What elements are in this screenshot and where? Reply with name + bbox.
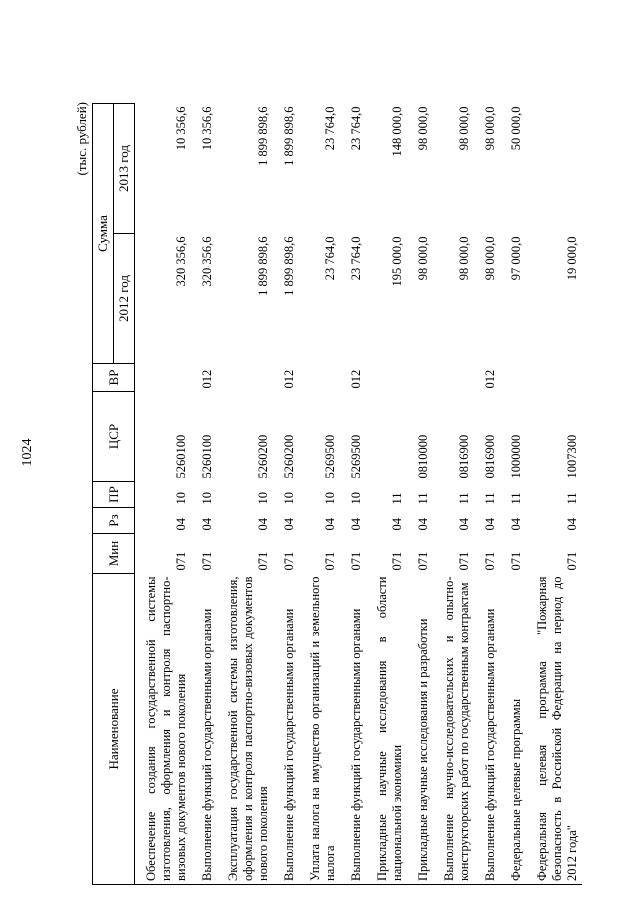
row-sum-2013: 148 000,0: [390, 106, 404, 157]
table-row: [299, 104, 340, 885]
header-pr: ПР: [93, 482, 135, 508]
row-sum-2012: 320 356,6: [200, 236, 214, 287]
row-sum-2012: 195 000,0: [390, 236, 404, 287]
row-min: 071: [323, 551, 337, 571]
row-sum-2012: 98 000,0: [457, 236, 471, 281]
table-row: [500, 104, 526, 885]
table-row: [273, 104, 299, 885]
row-csr: 5260200: [282, 434, 296, 479]
row-sum-2012: 23 764,0: [323, 236, 337, 281]
row-rz: 04: [483, 518, 497, 531]
page-number: 1024: [20, 438, 35, 467]
row-min: 071: [509, 551, 523, 571]
row-pr: 10: [200, 492, 214, 505]
row-sum-2012: 97 000,0: [509, 236, 523, 281]
row-name: Прикладные научные исследования и разработки: [407, 574, 433, 885]
row-rz: 04: [416, 518, 430, 531]
header-2013: 2013 год: [114, 104, 135, 234]
table-row: [407, 104, 433, 885]
row-min: 071: [256, 551, 270, 571]
row-sum-2012: 98 000,0: [416, 236, 430, 281]
row-min: 071: [483, 551, 497, 571]
table-row: [474, 104, 500, 885]
table-row: [217, 104, 273, 885]
row-min: 071: [457, 551, 471, 571]
row-csr: 1007300: [565, 434, 579, 479]
row-name: Выполнение функций государственными органами: [340, 574, 366, 885]
row-vr: [366, 364, 407, 392]
header-min: Мин: [93, 534, 135, 574]
table-header: [93, 104, 135, 885]
row-sum-2013: 50 000,0: [509, 106, 523, 151]
row-csr: 0816900: [483, 434, 497, 479]
row-sum-2013: 23 764,0: [323, 106, 337, 151]
budget-table: [92, 103, 582, 885]
row-name: Выполнение функций государственными органами: [273, 574, 299, 885]
row-name: Обеспечение создания государственной системы изготовления, оформления и контроля паспортно-визовых документов нового поколения: [135, 574, 192, 885]
row-sum-2013: 1 899 898,6: [282, 106, 296, 166]
table-body: [135, 104, 583, 885]
row-vr: 012: [200, 369, 214, 389]
table-row: [340, 104, 366, 885]
row-rz: 04: [457, 518, 471, 531]
row-pr: 10: [282, 492, 296, 505]
row-csr: 0810000: [416, 434, 430, 479]
row-rz: 04: [323, 518, 337, 531]
row-pr: 11: [457, 492, 471, 505]
header-2012: 2012 год: [114, 234, 135, 364]
row-csr: 5269500: [323, 434, 337, 479]
row-rz: 04: [200, 518, 214, 531]
row-min: 071: [200, 551, 214, 571]
row-min: 071: [349, 551, 363, 571]
row-csr: 5260200: [256, 434, 270, 479]
row-min: 071: [174, 551, 188, 571]
row-rz: 04: [565, 518, 579, 531]
header-csr: ЦСР: [93, 392, 135, 482]
row-vr: [217, 364, 273, 392]
row-name: Выполнение научно-исследовательских и опытно-конструкторских работ по государственным контрактам: [433, 574, 474, 885]
row-rz: 04: [390, 518, 404, 531]
row-vr: [526, 364, 582, 392]
row-csr: 1000000: [509, 434, 523, 479]
row-sum-2013: [526, 104, 582, 234]
row-min: 071: [282, 551, 296, 571]
row-vr: 012: [483, 369, 497, 389]
row-sum-2012: 19 000,0: [565, 236, 579, 281]
row-rz: 04: [174, 518, 188, 531]
row-vr: [407, 364, 433, 392]
row-csr: 5260100: [174, 434, 188, 479]
row-pr: 10: [174, 492, 188, 505]
row-sum-2013: 1 899 898,6: [256, 106, 270, 166]
row-csr: [366, 392, 407, 482]
units-label: (тыс. рублей): [74, 102, 89, 176]
row-pr: 11: [483, 492, 497, 505]
row-sum-2013: 10 356,6: [174, 106, 188, 151]
row-name: Выполнение функций государственными органами: [474, 574, 500, 885]
row-pr: 10: [323, 492, 337, 505]
row-pr: 10: [349, 492, 363, 505]
row-vr: [500, 364, 526, 392]
header-rz: Рз: [93, 508, 135, 534]
row-vr: 012: [282, 369, 296, 389]
row-sum-2013: 10 356,6: [200, 106, 214, 151]
row-pr: 11: [416, 492, 430, 505]
row-pr: 10: [256, 492, 270, 505]
table-row: [135, 104, 192, 885]
row-vr: [299, 364, 340, 392]
row-csr: 5260100: [200, 434, 214, 479]
header-vr: ВР: [93, 364, 135, 392]
row-sum-2012: 320 356,6: [174, 236, 188, 287]
row-pr: 11: [509, 492, 523, 505]
header-sum: Сумма: [93, 104, 114, 364]
table-row: [191, 104, 217, 885]
row-name: Федеральные целевые программы: [500, 574, 526, 885]
row-name: Прикладные научные исследования в области национальной экономики: [366, 574, 407, 885]
row-name: Федеральная целевая программа "Пожарная безопасность в Российской Федерации на период до 2012 года": [526, 574, 582, 885]
row-sum-2013: 98 000,0: [416, 106, 430, 151]
row-csr: 5269500: [349, 434, 363, 479]
row-pr: 11: [390, 492, 404, 505]
row-min: 071: [565, 551, 579, 571]
row-sum-2013: 98 000,0: [483, 106, 497, 151]
table-row: [366, 104, 407, 885]
row-csr: 0816900: [457, 434, 471, 479]
row-sum-2012: 1 899 898,6: [282, 236, 296, 296]
table-row: [433, 104, 474, 885]
row-pr: 11: [565, 492, 579, 505]
row-sum-2013: 23 764,0: [349, 106, 363, 151]
row-min: 071: [390, 551, 404, 571]
row-rz: 04: [349, 518, 363, 531]
row-name: Выполнение функций государственными органами: [191, 574, 217, 885]
table-row: [526, 104, 582, 885]
row-sum-2012: 98 000,0: [483, 236, 497, 281]
row-rz: 04: [256, 518, 270, 531]
row-sum-2012: 23 764,0: [349, 236, 363, 281]
row-rz: 04: [509, 518, 523, 531]
row-sum-2012: 1 899 898,6: [256, 236, 270, 296]
row-sum-2013: 98 000,0: [457, 106, 471, 151]
row-vr: [433, 364, 474, 392]
row-name: Уплата налога на имущество организаций и земельного налога: [299, 574, 340, 885]
row-rz: 04: [282, 518, 296, 531]
row-name: Эксплуатация государственной системы изготовления, оформления и контроля паспортно-визовых документов нового поколения: [217, 574, 273, 885]
header-name: Наименование: [93, 574, 135, 885]
row-vr: 012: [349, 369, 363, 389]
row-vr: [135, 364, 192, 392]
row-min: 071: [416, 551, 430, 571]
